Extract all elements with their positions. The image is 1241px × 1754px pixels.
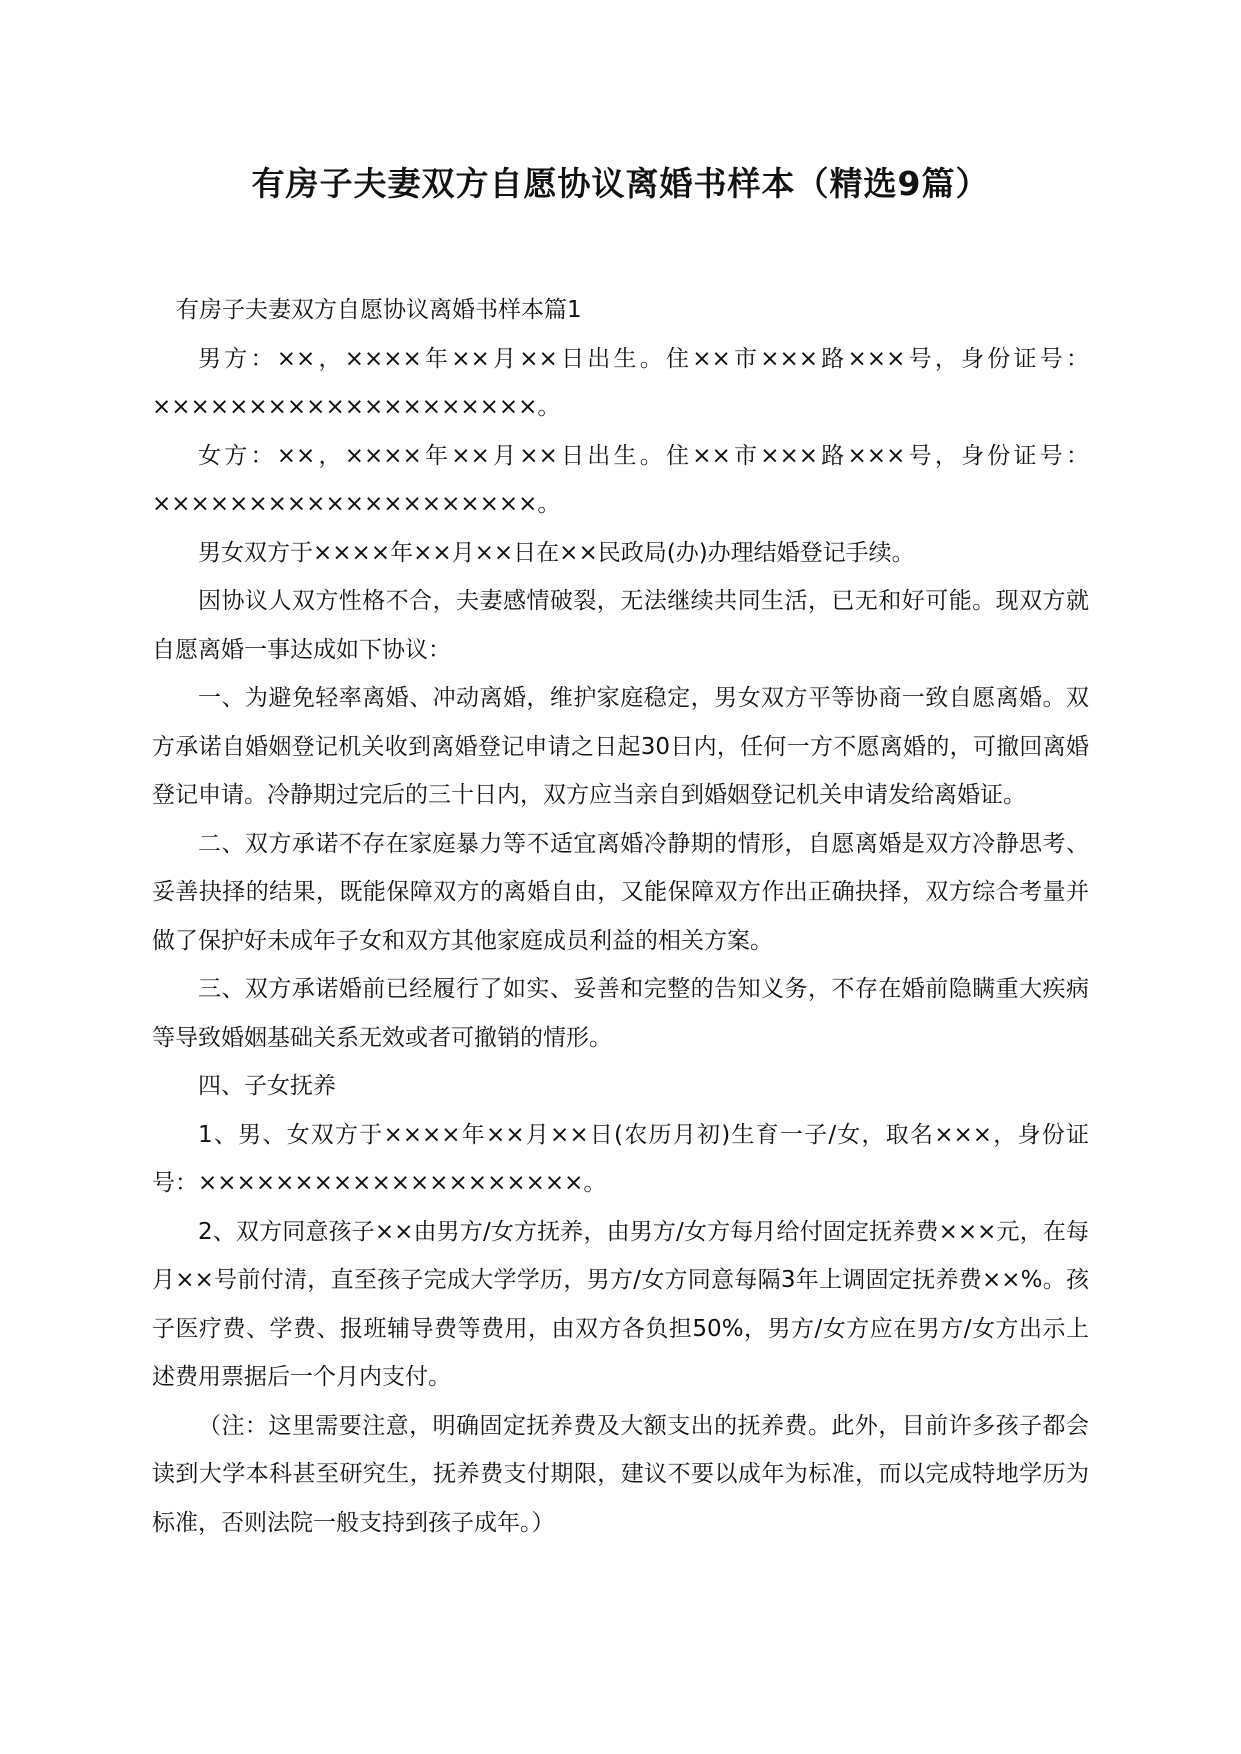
paragraph-clause-1: 一、为避免轻率离婚、冲动离婚，维护家庭稳定，男女双方平等协商一致自愿离婚。双方承诺自婚姻登记机关收到离婚登记申请之日起30日内，任何一方不愿离婚的，可撤回离婚登记申请。冷静期过完后的三十日内，双方应当亲自到婚姻登记机关申请发给离婚证。 (152, 685, 1089, 808)
document-body (152, 286, 1089, 1547)
paragraph-child-info: 1、男、女双方于××××年××月××日(农历月初)生育一子/女，取名×××，身份证号：××××××××××××××××××××。 (152, 1121, 1089, 1196)
paragraph-reason: 因协议人双方性格不合，夫妻感情破裂，无法继续共同生活，已无和好可能。现双方就自愿离婚一事达成如下协议： (152, 588, 1089, 663)
paragraph-child-support: 2、双方同意孩子××由男方/女方抚养，由男方/女方每月给付固定抚养费×××元，在每月××号前付清，直至孩子完成大学学历，男方/女方同意每隔3年上调固定抚养费××%。孩子医疗费、学费、报班辅导费等费用，由双方各负担50%，男方/女方应在男方/女方出示上述费用票据后一个月内支付。 (152, 1218, 1089, 1390)
paragraph-wife-info: 女方：××，××××年××月××日出生。住××市×××路×××号，身份证号：××××××××××××××××××××。 (152, 442, 1089, 517)
paragraph-husband-info: 男方：××，××××年××月××日出生。住××市×××路×××号，身份证号：××××××××××××××××××××。 (152, 345, 1089, 420)
paragraph-marriage-registration: 男女双方于××××年××月××日在××民政局(办)办理结婚登记手续。 (198, 539, 915, 566)
document-title: 有房子夫妻双方自愿协议离婚书样本（精选9篇） (251, 164, 990, 203)
paragraph-clause-3: 三、双方承诺婚前已经履行了如实、妥善和完整的告知义务，不存在婚前隐瞒重大疾病等导致婚姻基础关系无效或者可撤销的情形。 (152, 976, 1089, 1051)
paragraph-clause-2: 二、双方承诺不存在家庭暴力等不适宜离婚冷静期的情形，自愿离婚是双方冷静思考、妥善抉择的结果，既能保障双方的离婚自由，又能保障双方作出正确抉择，双方综合考量并做了保护好未成年子女和双方其他家庭成员利益的相关方案。 (152, 830, 1089, 954)
paragraph-clause-4-heading: 四、子女抚养 (198, 1073, 336, 1099)
section-heading: 有房子夫妻双方自愿协议离婚书样本篇1 (176, 297, 582, 323)
paragraph-note: （注：这里需要注意，明确固定抚养费及大额支出的抚养费。此外，目前许多孩子都会读到大学本科甚至研究生，抚养费支付期限，建议不要以成年为标准，而以完成特地学历为标准，否则法院一般支持到孩子成年。） (152, 1412, 1089, 1536)
